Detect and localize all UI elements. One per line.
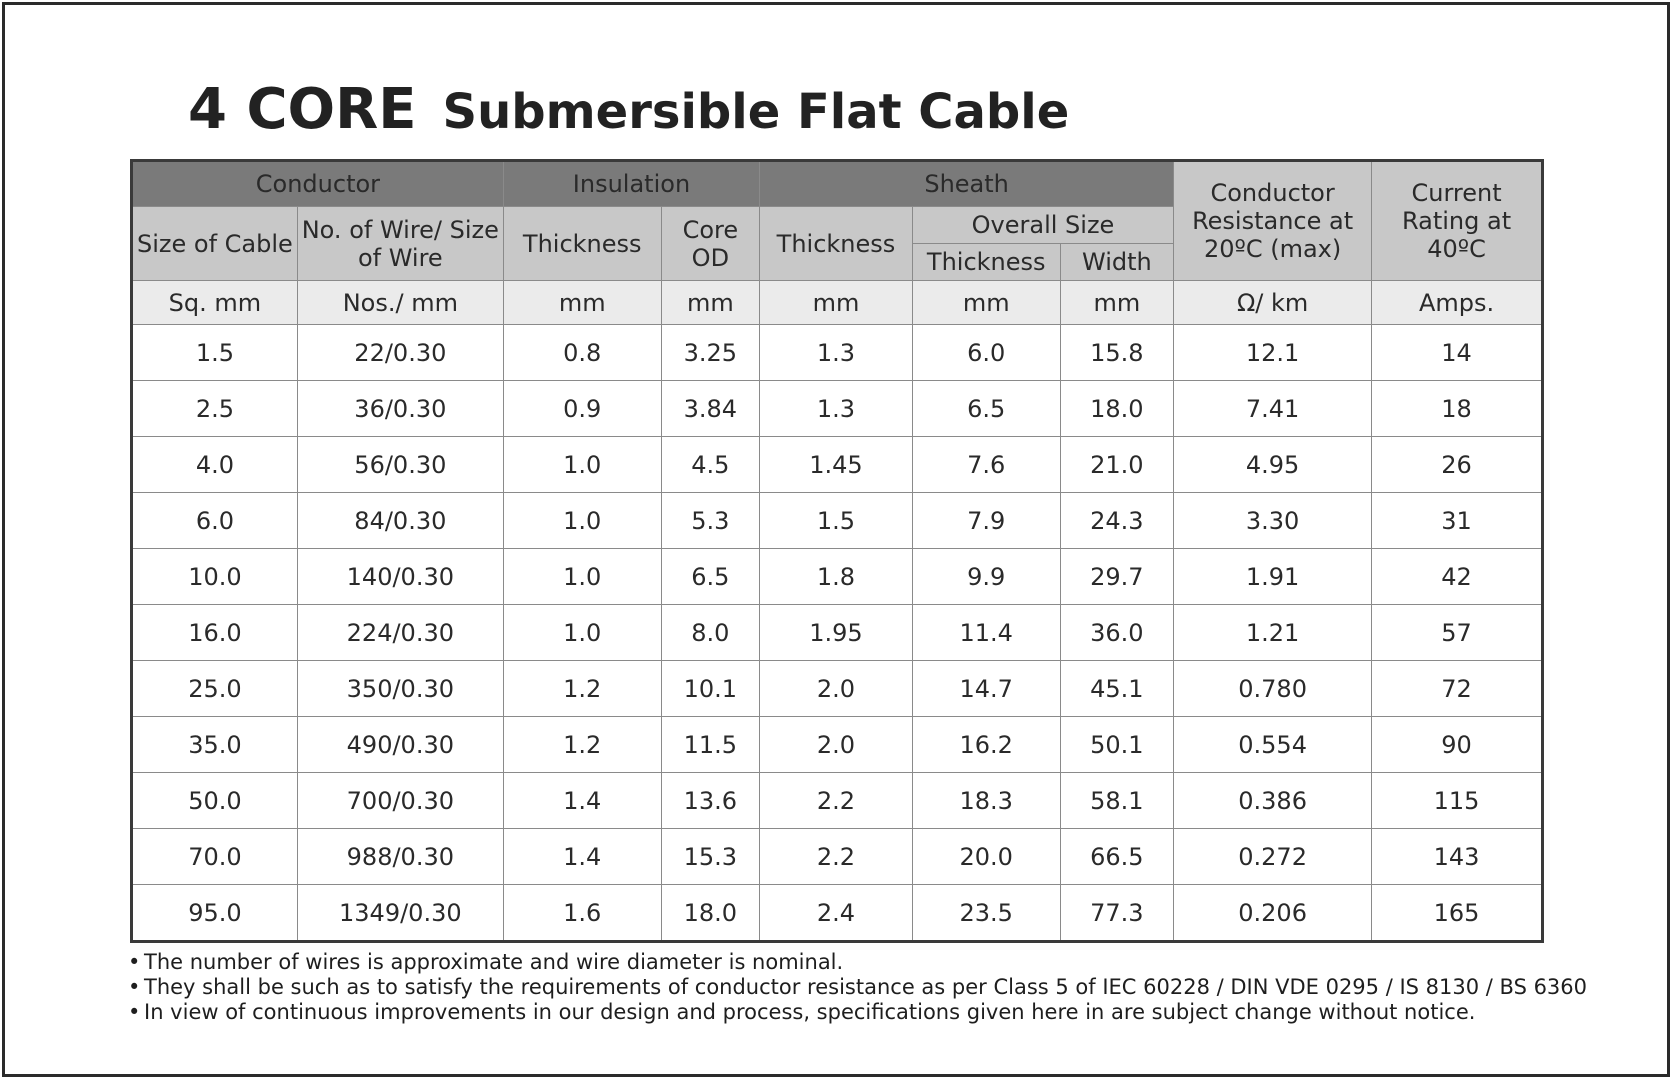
unit-cell: mm [760, 281, 913, 325]
table-cell: 3.84 [661, 381, 760, 437]
table-cell: 6.5 [912, 381, 1060, 437]
table-cell: 165 [1372, 885, 1543, 942]
table-cell: 5.3 [661, 493, 760, 549]
table-cell: 1349/0.30 [297, 885, 503, 942]
table-row [132, 493, 1543, 549]
table-cell: 2.0 [760, 661, 913, 717]
table-cell: 1.6 [503, 885, 661, 942]
table-cell: 22/0.30 [297, 325, 503, 381]
header-core-od: Core OD [661, 207, 760, 281]
table-cell: 18 [1372, 381, 1543, 437]
table-cell: 1.0 [503, 605, 661, 661]
table-cell: 115 [1372, 773, 1543, 829]
table-cell: 1.95 [760, 605, 913, 661]
unit-cell: Nos./ mm [297, 281, 503, 325]
table-cell: 29.7 [1060, 549, 1174, 605]
table-cell: 25.0 [132, 661, 298, 717]
footnote-text: They shall be such as to satisfy the requirements of conductor resistance as per Class 5 of IEC 60228 / DIN VDE 0295 / IS 8130 / BS 6360 [144, 975, 1588, 999]
table-cell: 2.0 [760, 717, 913, 773]
table-cell: 11.4 [912, 605, 1060, 661]
table-cell: 700/0.30 [297, 773, 503, 829]
header-conductor: Conductor [132, 161, 504, 207]
bullet-icon: • [128, 1000, 141, 1024]
table-cell: 18.0 [1060, 381, 1174, 437]
table-cell: 0.780 [1174, 661, 1372, 717]
table-cell: 58.1 [1060, 773, 1174, 829]
header-sheath-thickness: Thickness [760, 207, 913, 281]
table-cell: 16.0 [132, 605, 298, 661]
table-cell: 15.3 [661, 829, 760, 885]
table-cell: 8.0 [661, 605, 760, 661]
table-cell: 2.2 [760, 773, 913, 829]
table-cell: 3.30 [1174, 493, 1372, 549]
table-cell: 13.6 [661, 773, 760, 829]
table-cell: 490/0.30 [297, 717, 503, 773]
table-cell: 50.1 [1060, 717, 1174, 773]
table-cell: 143 [1372, 829, 1543, 885]
table-cell: 21.0 [1060, 437, 1174, 493]
table-cell: 1.8 [760, 549, 913, 605]
table-cell: 0.386 [1174, 773, 1372, 829]
table-cell: 70.0 [132, 829, 298, 885]
table-cell: 0.554 [1174, 717, 1372, 773]
table-cell: 20.0 [912, 829, 1060, 885]
table-cell: 77.3 [1060, 885, 1174, 942]
table-cell: 10.1 [661, 661, 760, 717]
table-cell: 1.5 [760, 493, 913, 549]
header-conductor-resistance: Conductor Resistance at 20ºC (max) [1174, 161, 1372, 281]
table-cell: 6.0 [912, 325, 1060, 381]
bullet-icon: • [128, 975, 141, 999]
table-cell: 1.0 [503, 549, 661, 605]
cable-spec-table [130, 159, 1544, 943]
table-cell: 1.45 [760, 437, 913, 493]
table-cell: 1.0 [503, 437, 661, 493]
header-size-of-cable: Size of Cable [132, 207, 298, 281]
table-cell: 16.2 [912, 717, 1060, 773]
table-cell: 1.5 [132, 325, 298, 381]
table-cell: 24.3 [1060, 493, 1174, 549]
table-row [132, 829, 1543, 885]
table-cell: 14.7 [912, 661, 1060, 717]
header-current-rating: Current Rating at 40ºC [1372, 161, 1543, 281]
table-row [132, 381, 1543, 437]
table-cell: 6.5 [661, 549, 760, 605]
table-cell: 2.2 [760, 829, 913, 885]
table-cell: 7.41 [1174, 381, 1372, 437]
table-cell: 1.3 [760, 325, 913, 381]
title-product: Submersible Flat Cable [442, 84, 1070, 140]
table-cell: 1.4 [503, 829, 661, 885]
table-row [132, 773, 1543, 829]
unit-cell: mm [503, 281, 661, 325]
unit-cell: Ω/ km [1174, 281, 1372, 325]
header-insulation-thickness: Thickness [503, 207, 661, 281]
table-cell: 1.3 [760, 381, 913, 437]
table-cell: 4.0 [132, 437, 298, 493]
table-cell: 26 [1372, 437, 1543, 493]
table-cell: 4.5 [661, 437, 760, 493]
table-cell: 66.5 [1060, 829, 1174, 885]
table-cell: 1.4 [503, 773, 661, 829]
table-cell: 11.5 [661, 717, 760, 773]
table-cell: 7.6 [912, 437, 1060, 493]
header-insulation: Insulation [503, 161, 759, 207]
header-no-of-wire: No. of Wire/ Size of Wire [297, 207, 503, 281]
table-cell: 1.91 [1174, 549, 1372, 605]
table-cell: 31 [1372, 493, 1543, 549]
title-core: 4 CORE [188, 77, 417, 142]
unit-cell: mm [661, 281, 760, 325]
table-cell: 988/0.30 [297, 829, 503, 885]
table-cell: 0.206 [1174, 885, 1372, 942]
table-row [132, 717, 1543, 773]
table-cell: 15.8 [1060, 325, 1174, 381]
table-row [132, 661, 1543, 717]
table-cell: 23.5 [912, 885, 1060, 942]
table-cell: 0.272 [1174, 829, 1372, 885]
table-cell: 35.0 [132, 717, 298, 773]
table-cell: 45.1 [1060, 661, 1174, 717]
header-overall-size: Overall Size [912, 207, 1173, 244]
header-sheath: Sheath [760, 161, 1174, 207]
table-cell: 56/0.30 [297, 437, 503, 493]
table-row [132, 325, 1543, 381]
table-cell: 9.9 [912, 549, 1060, 605]
table-cell: 12.1 [1174, 325, 1372, 381]
table-cell: 3.25 [661, 325, 760, 381]
table-cell: 84/0.30 [297, 493, 503, 549]
table-cell: 95.0 [132, 885, 298, 942]
table-row [132, 885, 1543, 942]
table-cell: 72 [1372, 661, 1543, 717]
table-cell: 1.0 [503, 493, 661, 549]
header-overall-width: Width [1060, 244, 1174, 281]
bullet-icon: • [128, 950, 141, 974]
unit-cell: Amps. [1372, 281, 1543, 325]
table-cell: 36.0 [1060, 605, 1174, 661]
unit-cell: mm [912, 281, 1060, 325]
table-row [132, 605, 1543, 661]
table-cell: 57 [1372, 605, 1543, 661]
table-cell: 2.4 [760, 885, 913, 942]
footnote-item [128, 1000, 1587, 1025]
table-cell: 1.2 [503, 717, 661, 773]
table-cell: 50.0 [132, 773, 298, 829]
table-cell: 0.8 [503, 325, 661, 381]
page-title [188, 77, 1069, 142]
table-cell: 10.0 [132, 549, 298, 605]
footnote-text: In view of continuous improvements in our design and process, specifications given here in are subject change without notice. [144, 1000, 1476, 1024]
table-cell: 2.5 [132, 381, 298, 437]
footnotes [128, 950, 1587, 1025]
table-cell: 90 [1372, 717, 1543, 773]
table-row [132, 549, 1543, 605]
footnote-text: The number of wires is approximate and wire diameter is nominal. [144, 950, 844, 974]
table-cell: 140/0.30 [297, 549, 503, 605]
header-overall-thickness: Thickness [912, 244, 1060, 281]
table-cell: 36/0.30 [297, 381, 503, 437]
table-cell: 1.21 [1174, 605, 1372, 661]
table-body [132, 325, 1543, 942]
table-cell: 18.3 [912, 773, 1060, 829]
table-cell: 224/0.30 [297, 605, 503, 661]
table-cell: 18.0 [661, 885, 760, 942]
table-cell: 42 [1372, 549, 1543, 605]
footnote-item [128, 950, 1587, 975]
units-row [132, 281, 1543, 325]
table-cell: 6.0 [132, 493, 298, 549]
table-cell: 14 [1372, 325, 1543, 381]
footnote-item [128, 975, 1587, 1000]
unit-cell: mm [1060, 281, 1174, 325]
table-cell: 4.95 [1174, 437, 1372, 493]
table-cell: 1.2 [503, 661, 661, 717]
table-cell: 350/0.30 [297, 661, 503, 717]
table-row [132, 437, 1543, 493]
table-cell: 7.9 [912, 493, 1060, 549]
unit-cell: Sq. mm [132, 281, 298, 325]
table-cell: 0.9 [503, 381, 661, 437]
